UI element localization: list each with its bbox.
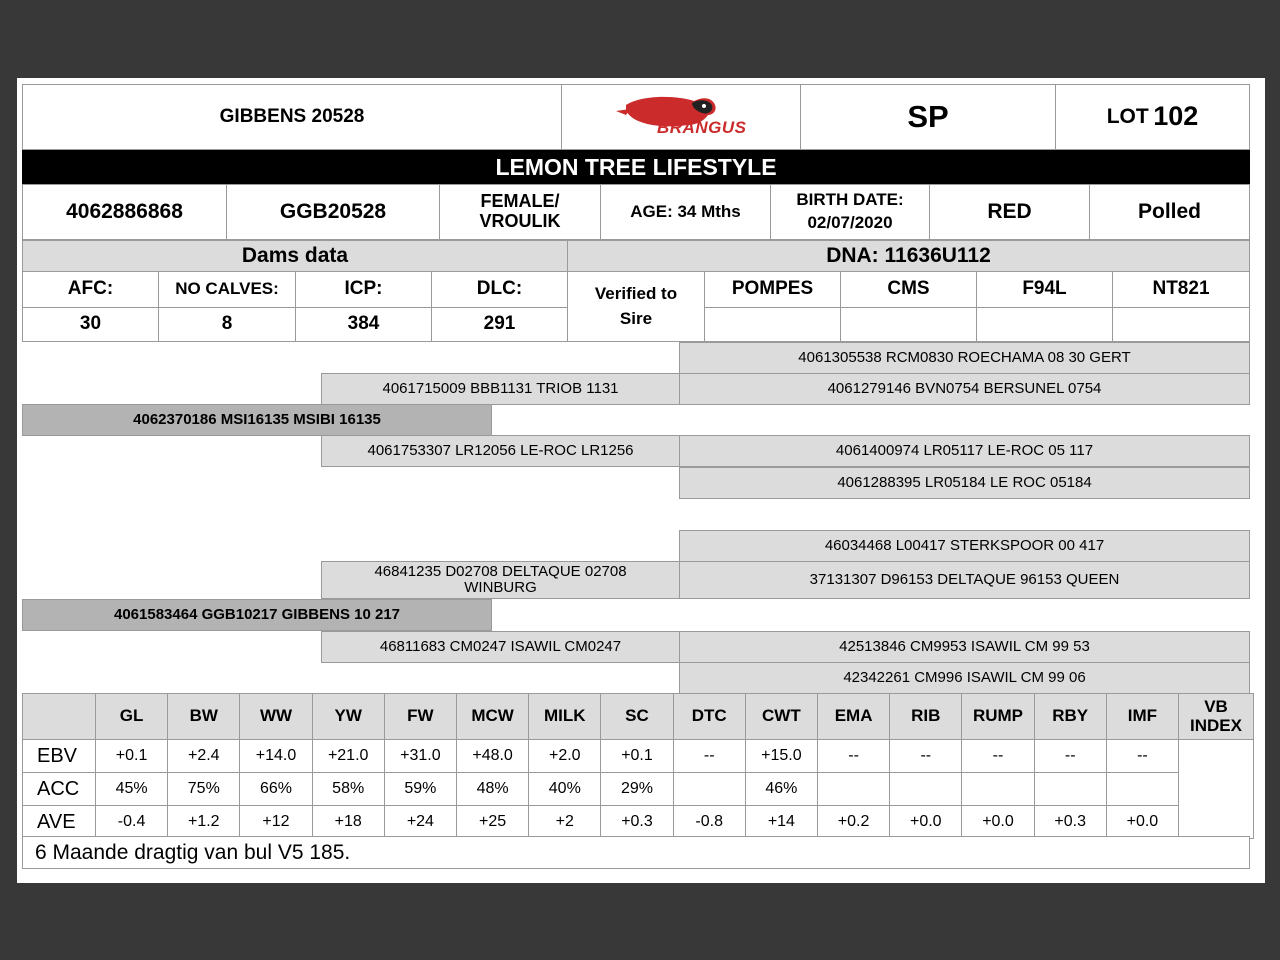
pedigree-dam-dam: 46811683 CM0247 ISAWIL CM0247 bbox=[321, 631, 680, 663]
ebv-header-rump: RUMP bbox=[961, 693, 1034, 740]
ebv-header-cwt: CWT bbox=[745, 693, 818, 740]
ebv-cell: +2.0 bbox=[528, 739, 601, 773]
ebv-cell: +24 bbox=[384, 805, 457, 839]
birth-date-value: 02/07/2020 bbox=[807, 213, 893, 232]
ebv-cell: -- bbox=[889, 739, 962, 773]
dlc-label: DLC: bbox=[431, 271, 568, 308]
dna-test-pompes: POMPES bbox=[704, 271, 841, 308]
sex bbox=[439, 184, 601, 240]
vb-line1: VB bbox=[1204, 696, 1228, 716]
ebv-cell: +0.0 bbox=[1106, 805, 1179, 839]
ebv-cell: +0.1 bbox=[600, 739, 673, 773]
ebv-cell: +0.1 bbox=[95, 739, 168, 773]
lot-label: LOT bbox=[1106, 105, 1149, 129]
pedigree-sire-sire: 4061715009 BBB1131 TRIOB 1131 bbox=[321, 373, 680, 405]
ebv-cell: +14.0 bbox=[239, 739, 312, 773]
ebv-header-yw: YW bbox=[312, 693, 385, 740]
ebv-cell: +2.4 bbox=[167, 739, 240, 773]
ebv-cell: +0.0 bbox=[961, 805, 1034, 839]
ebv-header-sc: SC bbox=[600, 693, 673, 740]
ebv-cell: -- bbox=[961, 739, 1034, 773]
ebv-cell bbox=[889, 772, 962, 806]
ebv-cell bbox=[1106, 772, 1179, 806]
ebv-header-dtc: DTC bbox=[673, 693, 746, 740]
ebv-cell: +2 bbox=[528, 805, 601, 839]
id-number: 4062886868 bbox=[22, 184, 227, 240]
sex-line1: FEMALE/ bbox=[480, 191, 560, 212]
ebv-header-gl: GL bbox=[95, 693, 168, 740]
afc-label: AFC: bbox=[22, 271, 159, 308]
grade-code: SP bbox=[800, 84, 1056, 150]
registration-number: GGB20528 bbox=[226, 184, 440, 240]
animal-title: LEMON TREE LIFESTYLE bbox=[22, 150, 1250, 184]
ebv-cell: -- bbox=[1034, 739, 1107, 773]
animal-name: GIBBENS 20528 bbox=[22, 84, 562, 150]
ebv-cell: -0.8 bbox=[673, 805, 746, 839]
pedigree-sire-dam: 4061753307 LR12056 LE-ROC LR1256 bbox=[321, 435, 680, 467]
icp-label: ICP: bbox=[295, 271, 432, 308]
pedigree-sire-sire-sire: 4061305538 RCM0830 ROECHAMA 08 30 GERT bbox=[679, 342, 1250, 374]
icp-value: 384 bbox=[295, 307, 432, 342]
pedigree-sire-dam-dam: 4061288395 LR05184 LE ROC 05184 bbox=[679, 467, 1250, 499]
ebv-cell: 75% bbox=[167, 772, 240, 806]
pedigree-sire-dam-sire: 4061400974 LR05117 LE-ROC 05 117 bbox=[679, 435, 1250, 467]
ebv-cell: -- bbox=[673, 739, 746, 773]
no-calves-value: 8 bbox=[158, 307, 296, 342]
ebv-cell: +0.3 bbox=[1034, 805, 1107, 839]
ebv-cell: 46% bbox=[745, 772, 818, 806]
ebv-table bbox=[22, 693, 1250, 837]
lot-card bbox=[17, 78, 1265, 883]
ebv-header-corner bbox=[22, 693, 96, 740]
ebv-header-bw: BW bbox=[167, 693, 240, 740]
ebv-row-label-acc: ACC bbox=[22, 772, 96, 806]
ebv-cell bbox=[673, 772, 746, 806]
lot-box bbox=[1055, 84, 1250, 150]
ebv-cell: -0.4 bbox=[95, 805, 168, 839]
age: AGE: 34 Mths bbox=[600, 184, 771, 240]
ebv-cell: -- bbox=[1106, 739, 1179, 773]
note: 6 Maande dragtig van bul V5 185. bbox=[22, 836, 1250, 869]
ebv-cell: +12 bbox=[239, 805, 312, 839]
ebv-cell: 58% bbox=[312, 772, 385, 806]
afc-value: 30 bbox=[22, 307, 159, 342]
ebv-cell bbox=[817, 772, 890, 806]
dna-test-nt821: NT821 bbox=[1112, 271, 1250, 308]
dam-sire-line1: 46841235 D02708 DELTAQUE 02708 bbox=[374, 562, 627, 580]
ebv-cell: 48% bbox=[456, 772, 529, 806]
ebv-cell: +0.3 bbox=[600, 805, 673, 839]
pedigree-sire: 4062370186 MSI16135 MSIBI 16135 bbox=[22, 404, 492, 436]
ebv-header-milk: MILK bbox=[528, 693, 601, 740]
brangus-logo bbox=[561, 84, 801, 150]
ebv-cell: 45% bbox=[95, 772, 168, 806]
pedigree-dam-sire-sire: 46034468 L00417 STERKSPOOR 00 417 bbox=[679, 530, 1250, 562]
verified-line1: Verified to bbox=[594, 283, 678, 303]
ebv-cell: +0.2 bbox=[817, 805, 890, 839]
ebv-header-fw: FW bbox=[384, 693, 457, 740]
ebv-cell: 66% bbox=[239, 772, 312, 806]
ebv-cell: 59% bbox=[384, 772, 457, 806]
ebv-header-vb-index bbox=[1178, 693, 1254, 740]
lot-number: 102 bbox=[1153, 101, 1199, 132]
ebv-header-rib: RIB bbox=[889, 693, 962, 740]
pedigree-dam-sire bbox=[321, 561, 680, 599]
ebv-cell: +31.0 bbox=[384, 739, 457, 773]
ebv-cell: +1.2 bbox=[167, 805, 240, 839]
ebv-cell: 40% bbox=[528, 772, 601, 806]
dna-title: DNA: 11636U112 bbox=[567, 240, 1250, 272]
ebv-cell: +21.0 bbox=[312, 739, 385, 773]
birth-date-label: BIRTH DATE: bbox=[796, 190, 904, 210]
verified-to-sire bbox=[567, 271, 705, 342]
ebv-header-mcw: MCW bbox=[456, 693, 529, 740]
no-calves-label: NO CALVES: bbox=[158, 271, 296, 308]
ebv-cell bbox=[1034, 772, 1107, 806]
pedigree-sire-sire-dam: 4061279146 BVN0754 BERSUNEL 0754 bbox=[679, 373, 1250, 405]
ebv-row-label-ave: AVE bbox=[22, 805, 96, 839]
dna-result-cms bbox=[840, 307, 977, 342]
dna-result-f94l bbox=[976, 307, 1113, 342]
ebv-header-rby: RBY bbox=[1034, 693, 1107, 740]
dna-test-cms: CMS bbox=[840, 271, 977, 308]
ebv-cell: +0.0 bbox=[889, 805, 962, 839]
pedigree-dam-sire-dam: 37131307 D96153 DELTAQUE 96153 QUEEN bbox=[679, 561, 1250, 599]
dna-result-nt821 bbox=[1112, 307, 1250, 342]
pedigree-dam-dam-dam: 42342261 CM996 ISAWIL CM 99 06 bbox=[679, 662, 1250, 694]
dam-sire-line2: WINBURG bbox=[464, 579, 537, 596]
ebv-header-imf: IMF bbox=[1106, 693, 1179, 740]
colour: RED bbox=[929, 184, 1090, 240]
ebv-cell: +15.0 bbox=[745, 739, 818, 773]
dna-result-pompes bbox=[704, 307, 841, 342]
ebv-cell bbox=[961, 772, 1034, 806]
birth-date bbox=[770, 184, 930, 240]
ebv-header-ema: EMA bbox=[817, 693, 890, 740]
ebv-cell: +14 bbox=[745, 805, 818, 839]
ebv-cell: +25 bbox=[456, 805, 529, 839]
dams-data-title: Dams data bbox=[22, 240, 568, 272]
ebv-header-ww: WW bbox=[239, 693, 312, 740]
dna-test-f94l: F94L bbox=[976, 271, 1113, 308]
ebv-cell: 29% bbox=[600, 772, 673, 806]
ebv-vb-index-value bbox=[1178, 739, 1254, 839]
ebv-cell: -- bbox=[817, 739, 890, 773]
dlc-value: 291 bbox=[431, 307, 568, 342]
logo-text: BRANGUS bbox=[657, 118, 747, 137]
sex-line2: VROULIK bbox=[479, 211, 561, 231]
ebv-cell: +18 bbox=[312, 805, 385, 839]
verified-line2: Sire bbox=[619, 308, 653, 328]
horn-status: Polled bbox=[1089, 184, 1250, 240]
ebv-row-label-ebv: EBV bbox=[22, 739, 96, 773]
pedigree-dam-dam-sire: 42513846 CM9953 ISAWIL CM 99 53 bbox=[679, 631, 1250, 663]
pedigree-dam: 4061583464 GGB10217 GIBBENS 10 217 bbox=[22, 599, 492, 631]
vb-line2: INDEX bbox=[1190, 715, 1242, 735]
ebv-cell: +48.0 bbox=[456, 739, 529, 773]
